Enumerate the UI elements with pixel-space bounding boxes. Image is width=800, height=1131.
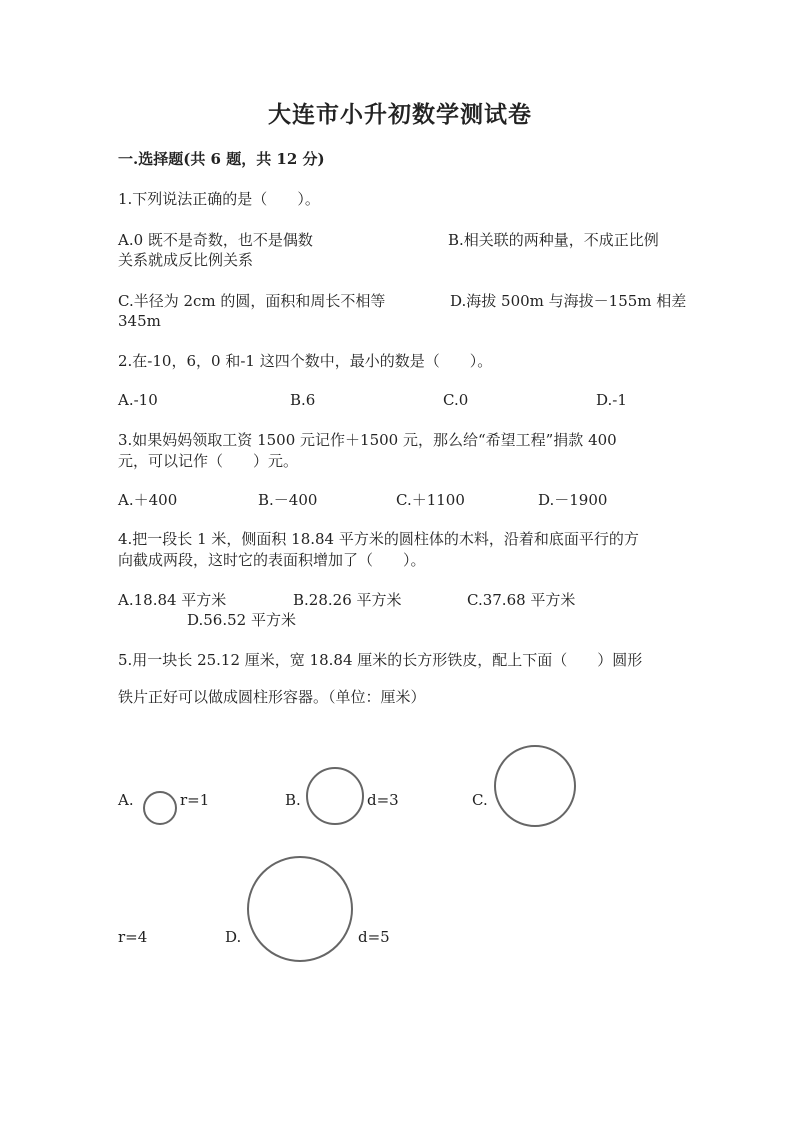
q4-option-b: B.28.26 平方米: [293, 591, 402, 609]
q2-option-b: B.6: [290, 391, 316, 409]
q5-option-b-note: d=3: [367, 791, 399, 809]
q1-option-d: D.海拔 500m 与海拔－155m 相差: [450, 292, 687, 310]
q4-stem: 4.把一段长 1 米，侧面积 18.84 平方米的圆柱体的木料，沿着和底面平行的方: [118, 530, 639, 548]
q5-option-b-label: B.: [285, 791, 301, 809]
q4-option-c: C.37.68 平方米: [467, 591, 576, 609]
q1-option-d-cont: 345m: [118, 312, 161, 330]
q3-stem: 3.如果妈妈领取工资 1500 元记作＋1500 元，那么给“希望工程”捐款 400: [118, 431, 617, 449]
q3-option-b: B.－400: [258, 491, 318, 509]
q1-stem: 1.下列说法正确的是（ ）。: [118, 190, 320, 208]
q5-option-c-note: r=4: [118, 928, 148, 946]
q5-option-a-label: A.: [118, 791, 134, 809]
circle-c-figure: [495, 746, 575, 826]
page-title: 大连市小升初数学测试卷: [268, 101, 532, 128]
q1-option-c: C.半径为 2cm 的圆，面积和周长不相等: [118, 292, 386, 310]
q1-option-b-cont: 关系就成反比例关系: [118, 251, 254, 269]
q5-stem: 5.用一块长 25.12 厘米，宽 18.84 厘米的长方形铁皮，配上下面（ ）圆形: [118, 651, 643, 669]
q5-option-a-note: r=1: [180, 791, 210, 809]
q4-stem-cont: 向截成两段，这时它的表面积增加了（ ）。: [118, 551, 426, 569]
q2-stem: 2.在-10，6，0 和-1 这四个数中，最小的数是（ ）。: [118, 352, 493, 370]
q4-option-a: A.18.84 平方米: [118, 591, 227, 609]
q5-option-d-note: d=5: [358, 928, 390, 946]
circle-d-figure: [248, 857, 352, 961]
circle-a-figure: [144, 792, 176, 824]
q3-option-c: C.＋1100: [396, 491, 465, 509]
q4-option-d: D.56.52 平方米: [187, 611, 296, 629]
q5-stem-cont: 铁片正好可以做成圆柱形容器。（单位：厘米）: [118, 688, 426, 706]
q5-option-d-label: D.: [225, 928, 242, 946]
q3-stem-cont: 元，可以记作（ ）元。: [118, 452, 299, 470]
q2-option-d: D.-1: [596, 391, 627, 409]
section-heading: 一.选择题(共 6 题，共 12 分): [118, 150, 325, 168]
q2-option-c: C.0: [443, 391, 469, 409]
q1-option-b: B.相关联的两种量，不成正比例: [448, 231, 659, 249]
circle-b-figure: [307, 768, 363, 824]
q3-option-a: A.＋400: [118, 491, 178, 509]
q1-option-a: A.0 既不是奇数，也不是偶数: [118, 231, 313, 249]
q5-option-c-label: C.: [472, 791, 488, 809]
q2-option-a: A.-10: [118, 391, 158, 409]
q3-option-d: D.－1900: [538, 491, 608, 509]
